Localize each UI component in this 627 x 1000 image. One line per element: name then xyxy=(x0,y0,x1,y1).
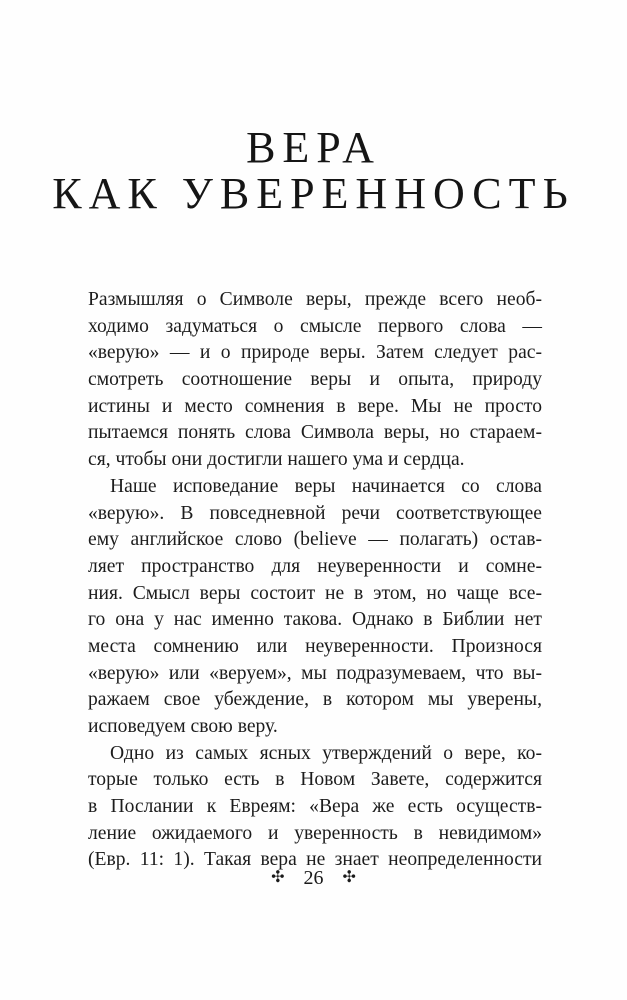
text-line: места сомнению или неуверенности. Произнося xyxy=(88,635,542,657)
text-line: истины и место сомнения в вере. Мы не просто xyxy=(88,395,542,417)
text-line: ление ожидаемого и уверенность в невидимом» xyxy=(88,822,542,844)
text-line: ся, чтобы они достигли нашего ума и сердца. xyxy=(88,449,465,471)
text-line: го она у нас именно такова. Однако в Библии нет xyxy=(88,609,542,631)
text-line: «верую». В повседневной речи соответствующее xyxy=(88,502,542,524)
text-line: ражаем свое убеждение, в котором мы уверены, xyxy=(88,689,542,711)
text-line: Одно из самых ясных утверждений о вере, ко- xyxy=(110,742,542,764)
text-line: исповедуем свою веру. xyxy=(88,716,278,737)
paragraph xyxy=(88,287,542,474)
ornament-left-icon: ✣ xyxy=(271,869,285,887)
paragraph xyxy=(88,741,542,874)
text-line: торые только есть в Новом Завете, содержится xyxy=(88,769,542,791)
text-line: ему английское слово (believe — полагать) остав- xyxy=(88,529,542,551)
chapter-title-line-1: ВЕРА xyxy=(246,123,381,172)
text-line: ния. Смысл веры состоит не в этом, но чаще все- xyxy=(88,582,542,604)
paragraph xyxy=(88,474,542,741)
text-line: смотреть соотношение веры и опыта, природу xyxy=(88,369,542,391)
text-line: в Послании к Евреям: «Вера же есть осуществ- xyxy=(88,796,542,818)
text-line: «верую» — и о природе веры. Затем следует рас- xyxy=(88,342,542,364)
text-line: «верую» или «веруем», мы подразумеваем, что вы- xyxy=(88,662,542,684)
text-line: ляет пространство для неуверенности и сомне- xyxy=(88,555,542,577)
page-footer xyxy=(0,866,627,890)
text-line: Размышляя о Символе веры, прежде всего необ- xyxy=(88,289,542,310)
text-line: Наше исповедание веры начинается со слова xyxy=(110,475,542,497)
chapter-title-line-2: КАК УВЕРЕННОСТЬ xyxy=(52,169,575,218)
page-number: 26 xyxy=(303,866,324,889)
text-line: пытаемся понять слова Символа веры, но стараем- xyxy=(88,422,542,444)
body-text xyxy=(88,287,542,874)
ornament-right-icon: ✣ xyxy=(342,869,356,887)
text-line: (Евр. 11: 1). Такая вера не знает неопределенности xyxy=(88,849,542,871)
text-line: ходимо задуматься о смысле первого слова — xyxy=(88,315,542,337)
